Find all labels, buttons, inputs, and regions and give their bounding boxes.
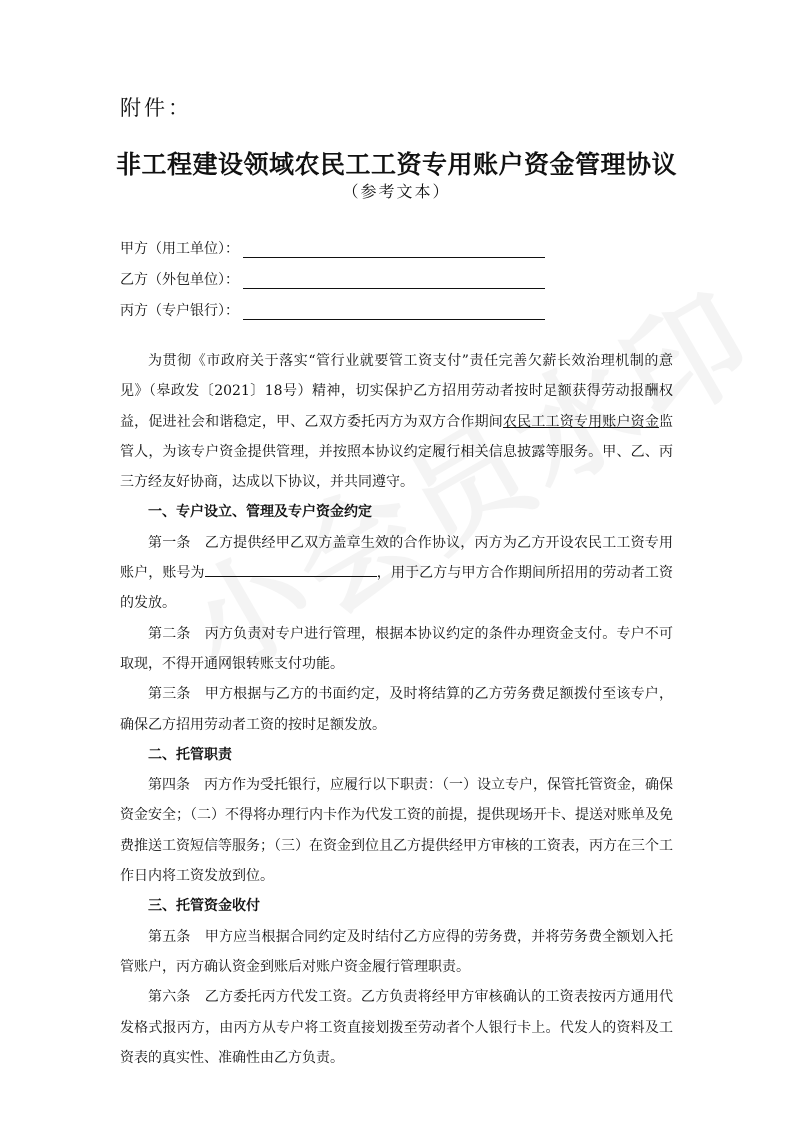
party-c-row xyxy=(120,298,545,320)
section-2-heading: 二、托管职责 xyxy=(148,746,232,763)
intro-text-a: 为贯彻《市政府关于落实“管行业就要管工资支付”责任完善欠薪长效治理机制的意见》（皋政发〔2021〕18号）精神，切实保护乙方招用劳动者按时足额获得劳动报酬权益，促进社会和谐稳定，甲、乙双方委托丙方为双方合作期间 xyxy=(120,353,673,430)
article-6: 第六条 乙方委托丙方代发工资。乙方负责将经甲方审核确认的工资表按丙方通用代发格式报丙方，由丙方从专户将工资直接划拨至劳动者个人银行卡上。代发人的资料及工资表的真实性、准确性由乙方负责。 xyxy=(120,989,673,1066)
party-a-blank-line xyxy=(243,241,545,258)
article-1-text-before: 第一条 乙方提供经甲乙双方盖章生效的合作协议，丙方为乙方开设农民工工资专用账户，账号为 xyxy=(120,534,673,582)
party-c-blank-line xyxy=(243,303,545,320)
article-4: 第四条 丙方作为受托银行，应履行以下职责：（一）设立专户，保管托管资金，确保资金安全；（二）不得将办理行内卡作为代发工资的前提，提供现场开卡、提送对账单及免费推送工资短信等服务；（三）在资金到位且乙方提供经甲方审核的工资表，丙方在三个工作日内将工资发放到位。 xyxy=(120,777,673,885)
party-b-blank-line xyxy=(243,272,545,289)
party-a-label: 甲方（用工单位）： xyxy=(120,241,239,257)
article-3: 第三条 甲方根据与乙方的书面约定，及时将结算的乙方劳务费足额拨付至该专户，确保乙方招用劳动者工资的按时足额发放。 xyxy=(120,686,673,733)
party-c-label: 丙方（专户银行）： xyxy=(120,303,239,319)
attachment-label: 附件： xyxy=(120,96,192,120)
party-b-label: 乙方（外包单位）： xyxy=(120,272,239,288)
article-2: 第二条 丙方负责对专户进行管理，根据本协议约定的条件办理资金支付。专户不可取现，不得开通网银转账支付功能。 xyxy=(120,625,673,672)
document-title: 非工程建设领域农民工工资专用账户资金管理协议 xyxy=(115,150,677,179)
intro-text-b: 监管人，为该专户资金提供管理，并按照本协议约定履行相关信息披露等服务。甲、乙、丙三方经友好协商，达成以下协议，并共同遵守。 xyxy=(120,413,674,491)
article-5: 第五条 甲方应当根据合同约定及时结付乙方应得的劳务费，并将劳务费全额划入托管账户，丙方确认资金到账后对账户资金履行管理职责。 xyxy=(120,928,673,975)
section-3-heading: 三、托管资金收付 xyxy=(148,898,260,915)
article-1 xyxy=(120,528,673,619)
document-subtitle: （参考文本） xyxy=(342,182,451,201)
party-a-row xyxy=(120,236,545,258)
article-1-text-after: ，用于乙方与甲方合作期间所招用的劳动者工资的发放。 xyxy=(120,565,674,612)
section-1-heading: 一、专户设立、管理及专户资金约定 xyxy=(148,504,372,521)
account-number-blank xyxy=(205,562,377,577)
intro-underlined-term: 农民工工资专用账户资金 xyxy=(502,413,660,430)
agreement-body xyxy=(120,346,673,1073)
intro-paragraph xyxy=(120,346,673,497)
party-b-row xyxy=(120,267,545,289)
